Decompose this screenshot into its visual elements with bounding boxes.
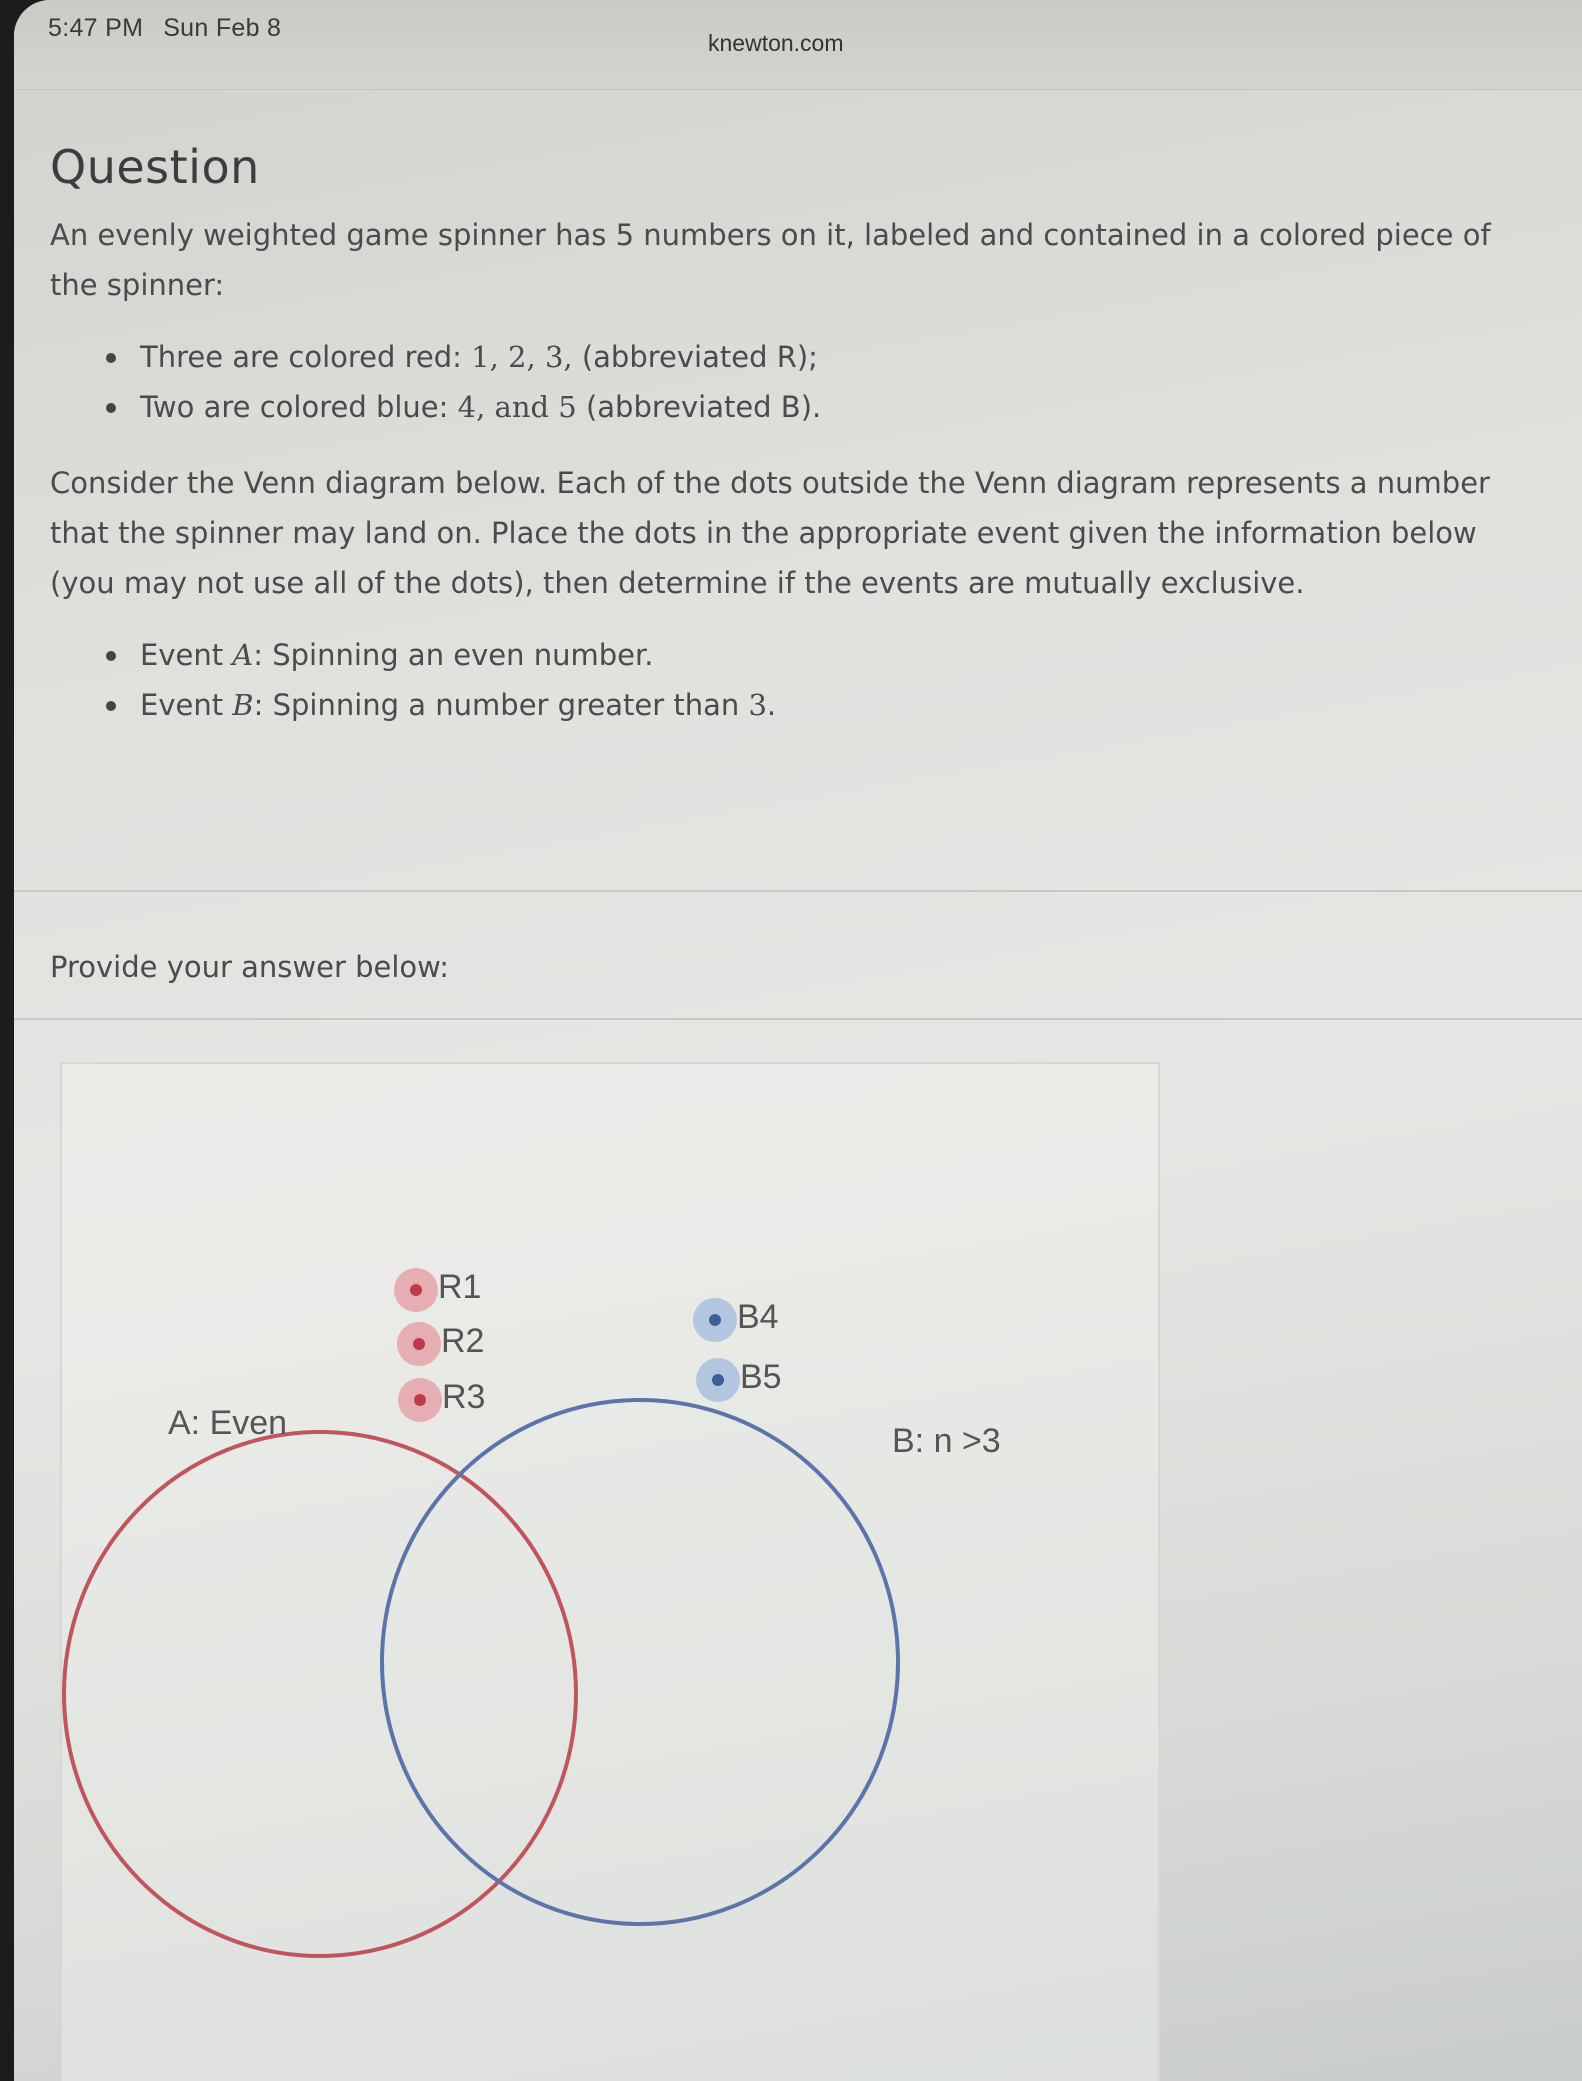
- venn-diagram-canvas[interactable]: [62, 1064, 1162, 2081]
- tablet-screen: [14, 0, 1582, 2081]
- status-time: 5:47 PM: [48, 14, 144, 42]
- list-item-blue: Two are colored blue: 4, and 5 (abbreviated B).: [106, 382, 1550, 432]
- question-intro: An evenly weighted game spinner has 5 numbers on it, labeled and contained in a colored piece of the spinner:: [50, 218, 1491, 302]
- list-item-red: Three are colored red: 1, 2, 3, (abbreviated R);: [106, 332, 1550, 382]
- answer-prompt: Provide your answer below:: [50, 950, 450, 984]
- address-bar-url[interactable]: knewton.com: [708, 30, 844, 56]
- dot-token-b5[interactable]: [696, 1358, 740, 1402]
- events-list: [106, 630, 1550, 730]
- dot-label-b4: B4: [737, 1298, 779, 1336]
- status-bar: [14, 0, 1582, 90]
- dot-token-r2[interactable]: [397, 1322, 441, 1366]
- bullet-icon: [106, 403, 116, 413]
- bullet-icon: [106, 353, 116, 363]
- dot-token-r1[interactable]: [394, 1268, 438, 1312]
- dot-token-r3[interactable]: [398, 1378, 442, 1422]
- set-b-circle[interactable]: [382, 1400, 898, 1924]
- set-a-label: A: Even: [168, 1404, 288, 1442]
- dot-token-b4[interactable]: [693, 1298, 737, 1342]
- bullet-icon: [106, 651, 116, 661]
- set-b-label: B: n >3: [892, 1422, 1001, 1460]
- venn-diagram-widget[interactable]: [60, 1062, 1160, 2081]
- question-instructions: Consider the Venn diagram below. Each of the dots outside the Venn diagram represents a number that the spinner may land on. Place the dots in the appropriate event given the information below (you may not use all of the dots), then determine if the events are mutually exclusive.: [50, 466, 1490, 600]
- status-date: Sun Feb 8: [163, 14, 282, 42]
- list-item-event-b: Event B: Spinning a number greater than 3.: [106, 680, 1550, 730]
- list-item-event-a: Event A: Spinning an even number.: [106, 630, 1550, 680]
- question-content: [50, 140, 1550, 730]
- spinner-colors-list: [106, 332, 1550, 432]
- section-divider: [14, 890, 1582, 892]
- status-clock: [48, 14, 301, 43]
- dot-label-r1: R1: [438, 1268, 482, 1306]
- bullet-icon: [106, 701, 116, 711]
- dot-label-r3: R3: [442, 1378, 486, 1416]
- dot-label-b5: B5: [740, 1358, 782, 1396]
- set-a-circle[interactable]: [64, 1432, 576, 1956]
- dot-label-r2: R2: [441, 1322, 485, 1360]
- section-divider: [14, 1018, 1582, 1020]
- question-title: Question: [50, 140, 260, 194]
